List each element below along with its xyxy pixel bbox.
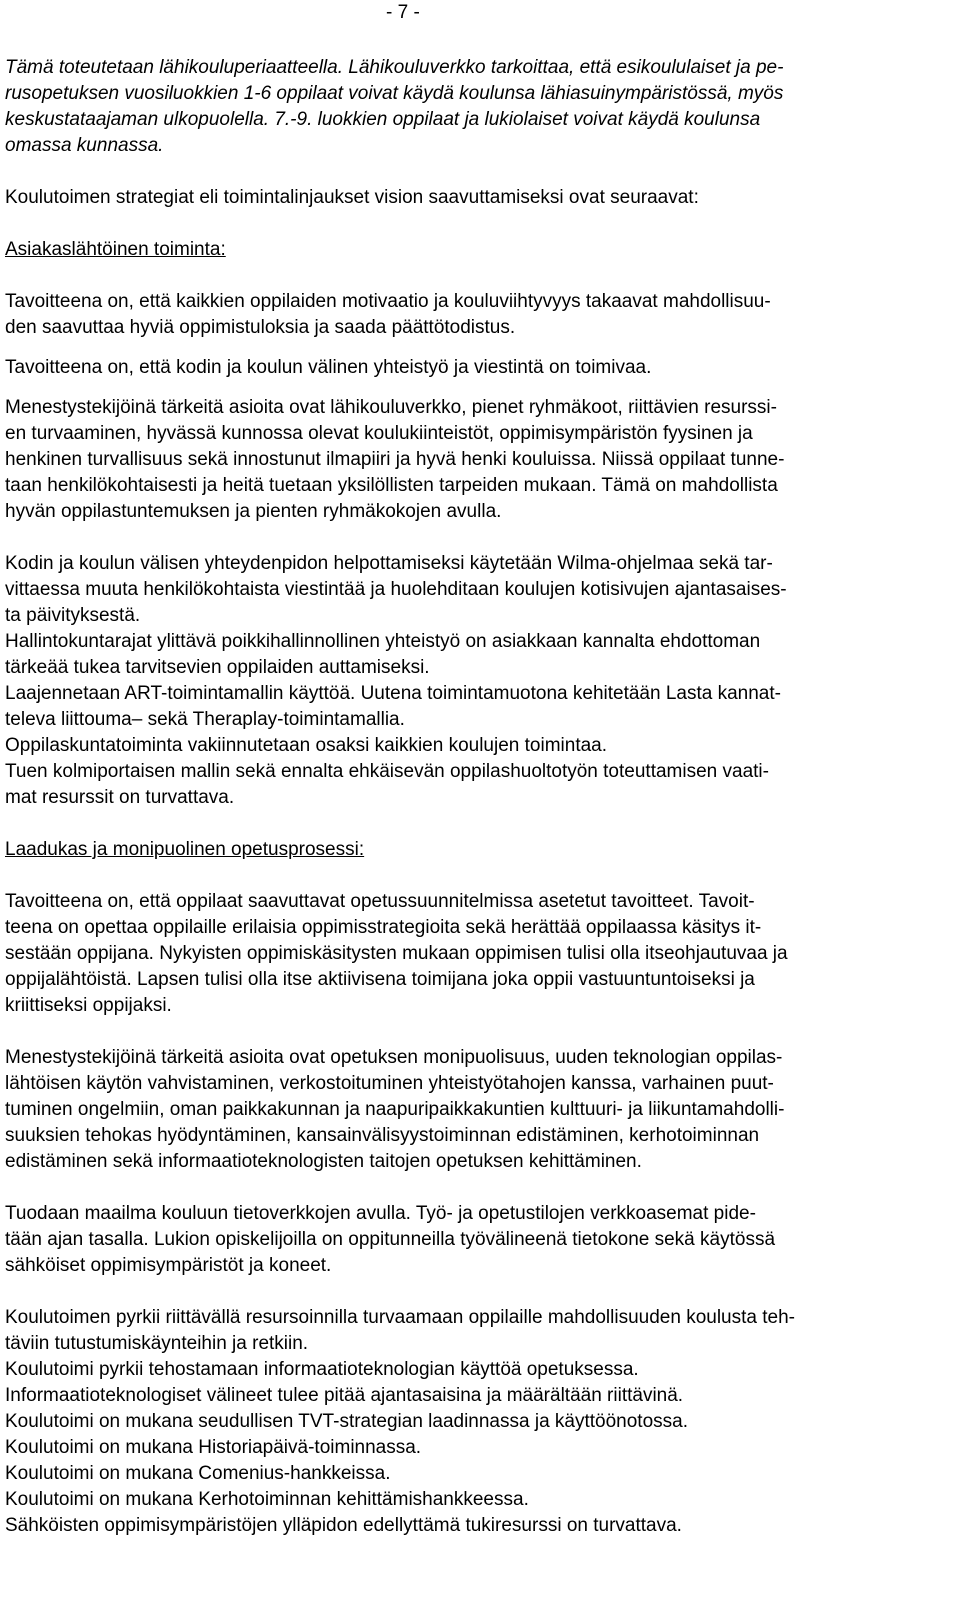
- paragraph: Koulutoimen pyrkii riittävällä resursoinnilla turvaamaan oppilaille mahdollisuuden koulusta teh- täviin tutustumiskäynteihin ja retkiin.: [5, 1307, 795, 1354]
- paragraph: Tavoitteena on, että kaikkien oppilaiden motivaatio ja kouluviihtyvyys takaavat mahdollisuu- den saavuttaa hyviä oppimistuloksia ja saada päättötodistus.: [5, 291, 771, 338]
- intro-paragraph: Tämä toteutetaan lähikouluperiaatteella. Lähikouluverkko tarkoittaa, että esikoululaiset ja pe- rusopetuksen vuosiluokkien 1-6 oppilaat voivat käydä koulunsa lähiasuinympäristössä, myös keskustataajaman ulkopuolella. 7.-9. luokkien oppilaat ja lukiolaiset voivat käydä koulunsa omassa kunnassa.: [5, 57, 784, 156]
- section-heading-customer-oriented: Asiakaslähtöinen toiminta:: [5, 239, 226, 260]
- document-body: [5, 55, 945, 1539]
- paragraph: Kodin ja koulun välisen yhteydenpidon helpottamiseksi käytetään Wilma-ohjelmaa sekä tar- vittaessa muuta henkilökohtaista viestintää ja huolehditaan koulujen kotisivujen ajantasaises- ta päivityksestä.: [5, 553, 787, 626]
- paragraph: Sähköisten oppimisympäristöjen ylläpidon edellyttämä tukiresurssi on turvattava.: [5, 1515, 682, 1536]
- paragraph: Laajennetaan ART-toimintamallin käyttöä. Uutena toimintamuotona kehitetään Lasta kannat- televa liittouma– sekä Theraplay-toimintamallia.: [5, 683, 781, 730]
- page-number: - 7 -: [386, 2, 420, 23]
- paragraph: Tavoitteena on, että kodin ja koulun välinen yhteistyö ja viestintä on toimivaa.: [5, 357, 652, 378]
- paragraph: Tuen kolmiportaisen mallin sekä ennalta ehkäisevän oppilashuoltotyön toteuttamisen vaati- mat resurssit on turvattava.: [5, 761, 769, 808]
- paragraph: Informaatioteknologiset välineet tulee pitää ajantasaisina ja määrältään riittävinä.: [5, 1385, 684, 1406]
- paragraph: Koulutoimi pyrkii tehostamaan informaatioteknologian käyttöä opetuksessa.: [5, 1359, 639, 1380]
- paragraph: Oppilaskuntatoiminta vakiinnutetaan osaksi kaikkien koulujen toimintaa.: [5, 735, 608, 756]
- paragraph: Koulutoimi on mukana Kerhotoiminnan kehittämishankkeessa.: [5, 1489, 529, 1510]
- paragraph: Koulutoimi on mukana Historiapäivä-toiminnassa.: [5, 1437, 422, 1458]
- paragraph: Menestystekijöinä tärkeitä asioita ovat lähikouluverkko, pienet ryhmäkoot, riittävien resurssi- en turvaaminen, hyvässä kunnossa olevat koulukiinteistöt, oppimisympäristön fyysinen ja henkinen turvallisuus sekä innostunut ilmapiiri ja hyvä henki kouluissa. Niissä oppilaat tunne- taan henkilökohtaisesti ja heitä tuetaan yksilöllisten tarpeiden mukaan. Tämä on mahdollista hyvän oppilastuntemuksen ja pienten ryhmäkokojen avulla.: [5, 397, 785, 522]
- paragraph: Koulutoimi on mukana Comenius-hankkeissa.: [5, 1463, 391, 1484]
- paragraph: Hallintokuntarajat ylittävä poikkihallinnollinen yhteistyö on asiakkaan kannalta ehdottoman tärkeää tukea tarvitsevien oppilaiden auttamiseksi.: [5, 631, 761, 678]
- paragraph: Menestystekijöinä tärkeitä asioita ovat opetuksen monipuolisuus, uuden teknologian oppilas- lähtöisen käytön vahvistaminen, verkostoituminen yhteistyötahojen kanssa, varhainen puut- tuminen ongelmiin, oman paikkakunnan ja naapuripaikkakuntien kulttuuri- ja liikuntamahdolli- suuksien tehokas hyödyntäminen, kansainvälisyystoiminnan edistäminen, kerhotoiminnan edistäminen sekä informaatioteknologisten taitojen opetuksen kehittäminen.: [5, 1047, 785, 1172]
- section-heading-teaching-process: Laadukas ja monipuolinen opetusprosessi:: [5, 839, 365, 860]
- paragraph: Koulutoimi on mukana seudullisen TVT-strategian laadinnassa ja käyttöönotossa.: [5, 1411, 688, 1432]
- paragraph: Tuodaan maailma kouluun tietoverkkojen avulla. Työ- ja opetustilojen verkkoasemat pide- tään ajan tasalla. Lukion opiskelijoilla on oppitunneilla työvälineenä tietokone sekä käytössä sähköiset oppimisympäristöt ja koneet.: [5, 1203, 776, 1276]
- paragraph: Tavoitteena on, että oppilaat saavuttavat opetussuunnitelmissa asetetut tavoitteet. Tavoit- teena on opettaa oppilaille erilaisia oppimisstrategioita sekä herättää oppilaassa käsitys it- sestään oppijana. Nykyisten oppimiskäsitysten mukaan oppimisen tulisi olla itseohjautuvaa ja oppijalähtöistä. Lapsen tulisi olla itse aktiivisena toimijana joka oppii vastuuntuntoiseksi ja kriittiseksi oppijaksi.: [5, 891, 788, 1016]
- strategies-intro: Koulutoimen strategiat eli toimintalinjaukset vision saavuttamiseksi ovat seuraavat:: [5, 187, 699, 208]
